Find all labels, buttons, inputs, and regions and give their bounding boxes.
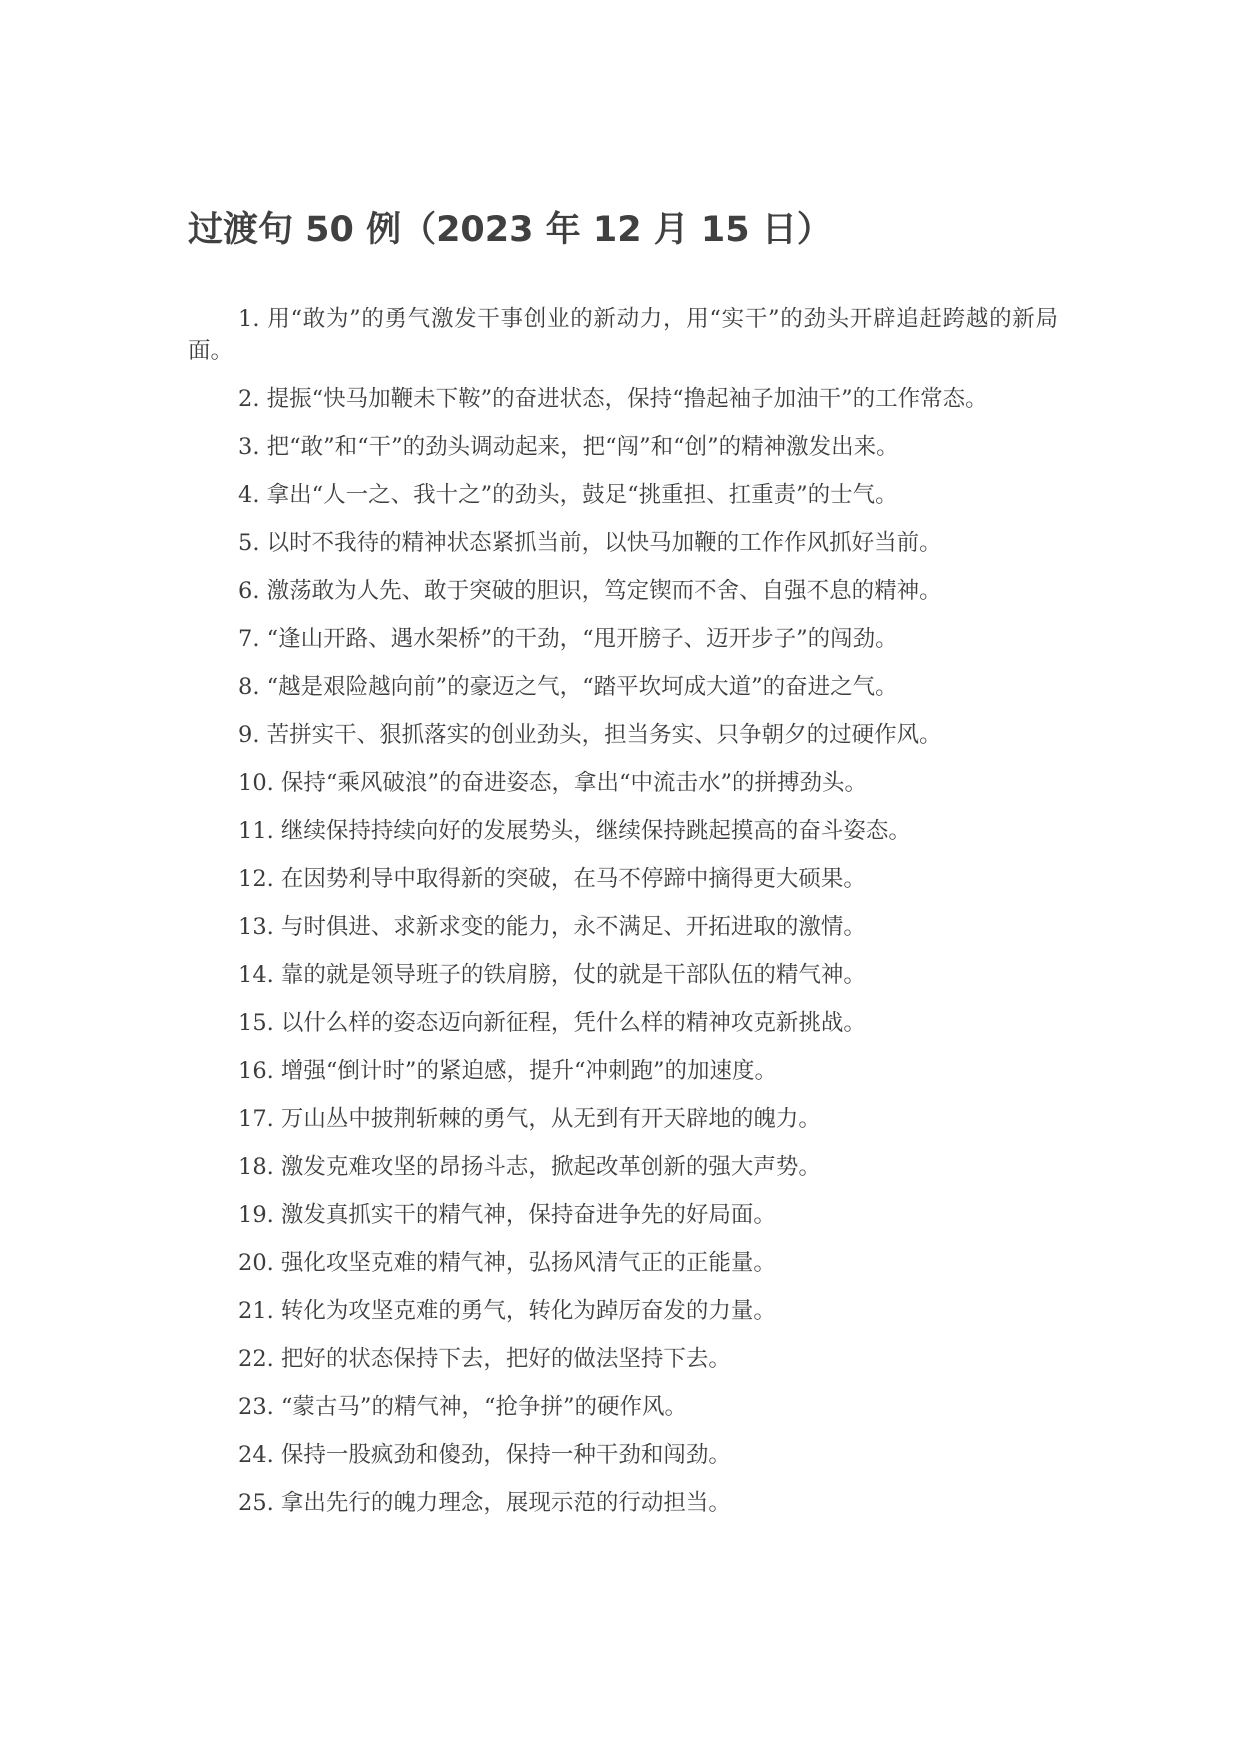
list-item: 20. 强化攻坚克难的精气神，弘扬风清气正的正能量。	[238, 1250, 776, 1276]
document-title: 过渡句 50 例（2023 年 12 月 15 日）	[188, 210, 832, 250]
list-item: 7. “逢山开路、遇水架桥”的干劲，“甩开膀子、迈开步子”的闯劲。	[238, 626, 898, 652]
list-item: 6. 激荡敢为人先、敢于突破的胆识，笃定锲而不舍、自强不息的精神。	[238, 578, 942, 604]
list-item: 9. 苦拼实干、狠抓落实的创业劲头，担当务实、只争朝夕的过硬作风。	[238, 722, 942, 748]
list-item: 17. 万山丛中披荆斩棘的勇气，从无到有开天辟地的魄力。	[238, 1106, 821, 1132]
list-item: 22. 把好的状态保持下去，把好的做法坚持下去。	[238, 1346, 731, 1372]
document-page	[188, 200, 1058, 1535]
list-item: 19. 激发真抓实干的精气神，保持奋进争先的好局面。	[238, 1202, 776, 1228]
list-item: 18. 激发克难攻坚的昂扬斗志，掀起改革创新的强大声势。	[238, 1154, 821, 1180]
list-item: 10. 保持“乘风破浪”的奋进姿态，拿出“中流击水”的拼搏劲头。	[238, 770, 867, 796]
list-item: 15. 以什么样的姿态迈向新征程，凭什么样的精神攻克新挑战。	[238, 1010, 866, 1036]
list-item: 3. 把“敢”和“干”的劲头调动起来，把“闯”和“创”的精神激发出来。	[238, 434, 899, 460]
list-item: 21. 转化为攻坚克难的勇气，转化为踔厉奋发的力量。	[238, 1298, 776, 1324]
list-item: 8. “越是艰险越向前”的豪迈之气，“踏平坎坷成大道”的奋进之气。	[238, 674, 898, 700]
list-item: 23. “蒙古马”的精气神，“抢争拼”的硬作风。	[238, 1394, 687, 1420]
list-item: 25. 拿出先行的魄力理念，展现示范的行动担当。	[238, 1490, 731, 1516]
list-item: 12. 在因势利导中取得新的突破，在马不停蹄中摘得更大硕果。	[238, 866, 866, 892]
list-item: 1. 用“敢为”的勇气激发干事创业的新动力，用“实干”的劲头开辟追赶跨越的新局面。	[188, 306, 1058, 364]
list-item: 5. 以时不我待的精神状态紧抓当前，以快马加鞭的工作作风抓好当前。	[238, 530, 942, 556]
list-item: 13. 与时俱进、求新求变的能力，永不满足、开拓进取的激情。	[238, 914, 866, 940]
list-item: 16. 增强“倒计时”的紧迫感，提升“冲刺跑”的加速度。	[238, 1058, 777, 1084]
list-item: 4. 拿出“人一之、我十之”的劲头，鼓足“挑重担、扛重责”的士气。	[238, 482, 898, 508]
list-item: 11. 继续保持持续向好的发展势头，继续保持跳起摸高的奋斗姿态。	[238, 818, 911, 844]
list-item: 14. 靠的就是领导班子的铁肩膀，仗的就是干部队伍的精气神。	[238, 962, 866, 988]
sentence-list	[188, 303, 1058, 1519]
list-item: 2. 提振“快马加鞭未下鞍”的奋进状态，保持“撸起袖子加油干”的工作常态。	[238, 386, 988, 412]
list-item: 24. 保持一股疯劲和傻劲，保持一种干劲和闯劲。	[238, 1442, 731, 1468]
